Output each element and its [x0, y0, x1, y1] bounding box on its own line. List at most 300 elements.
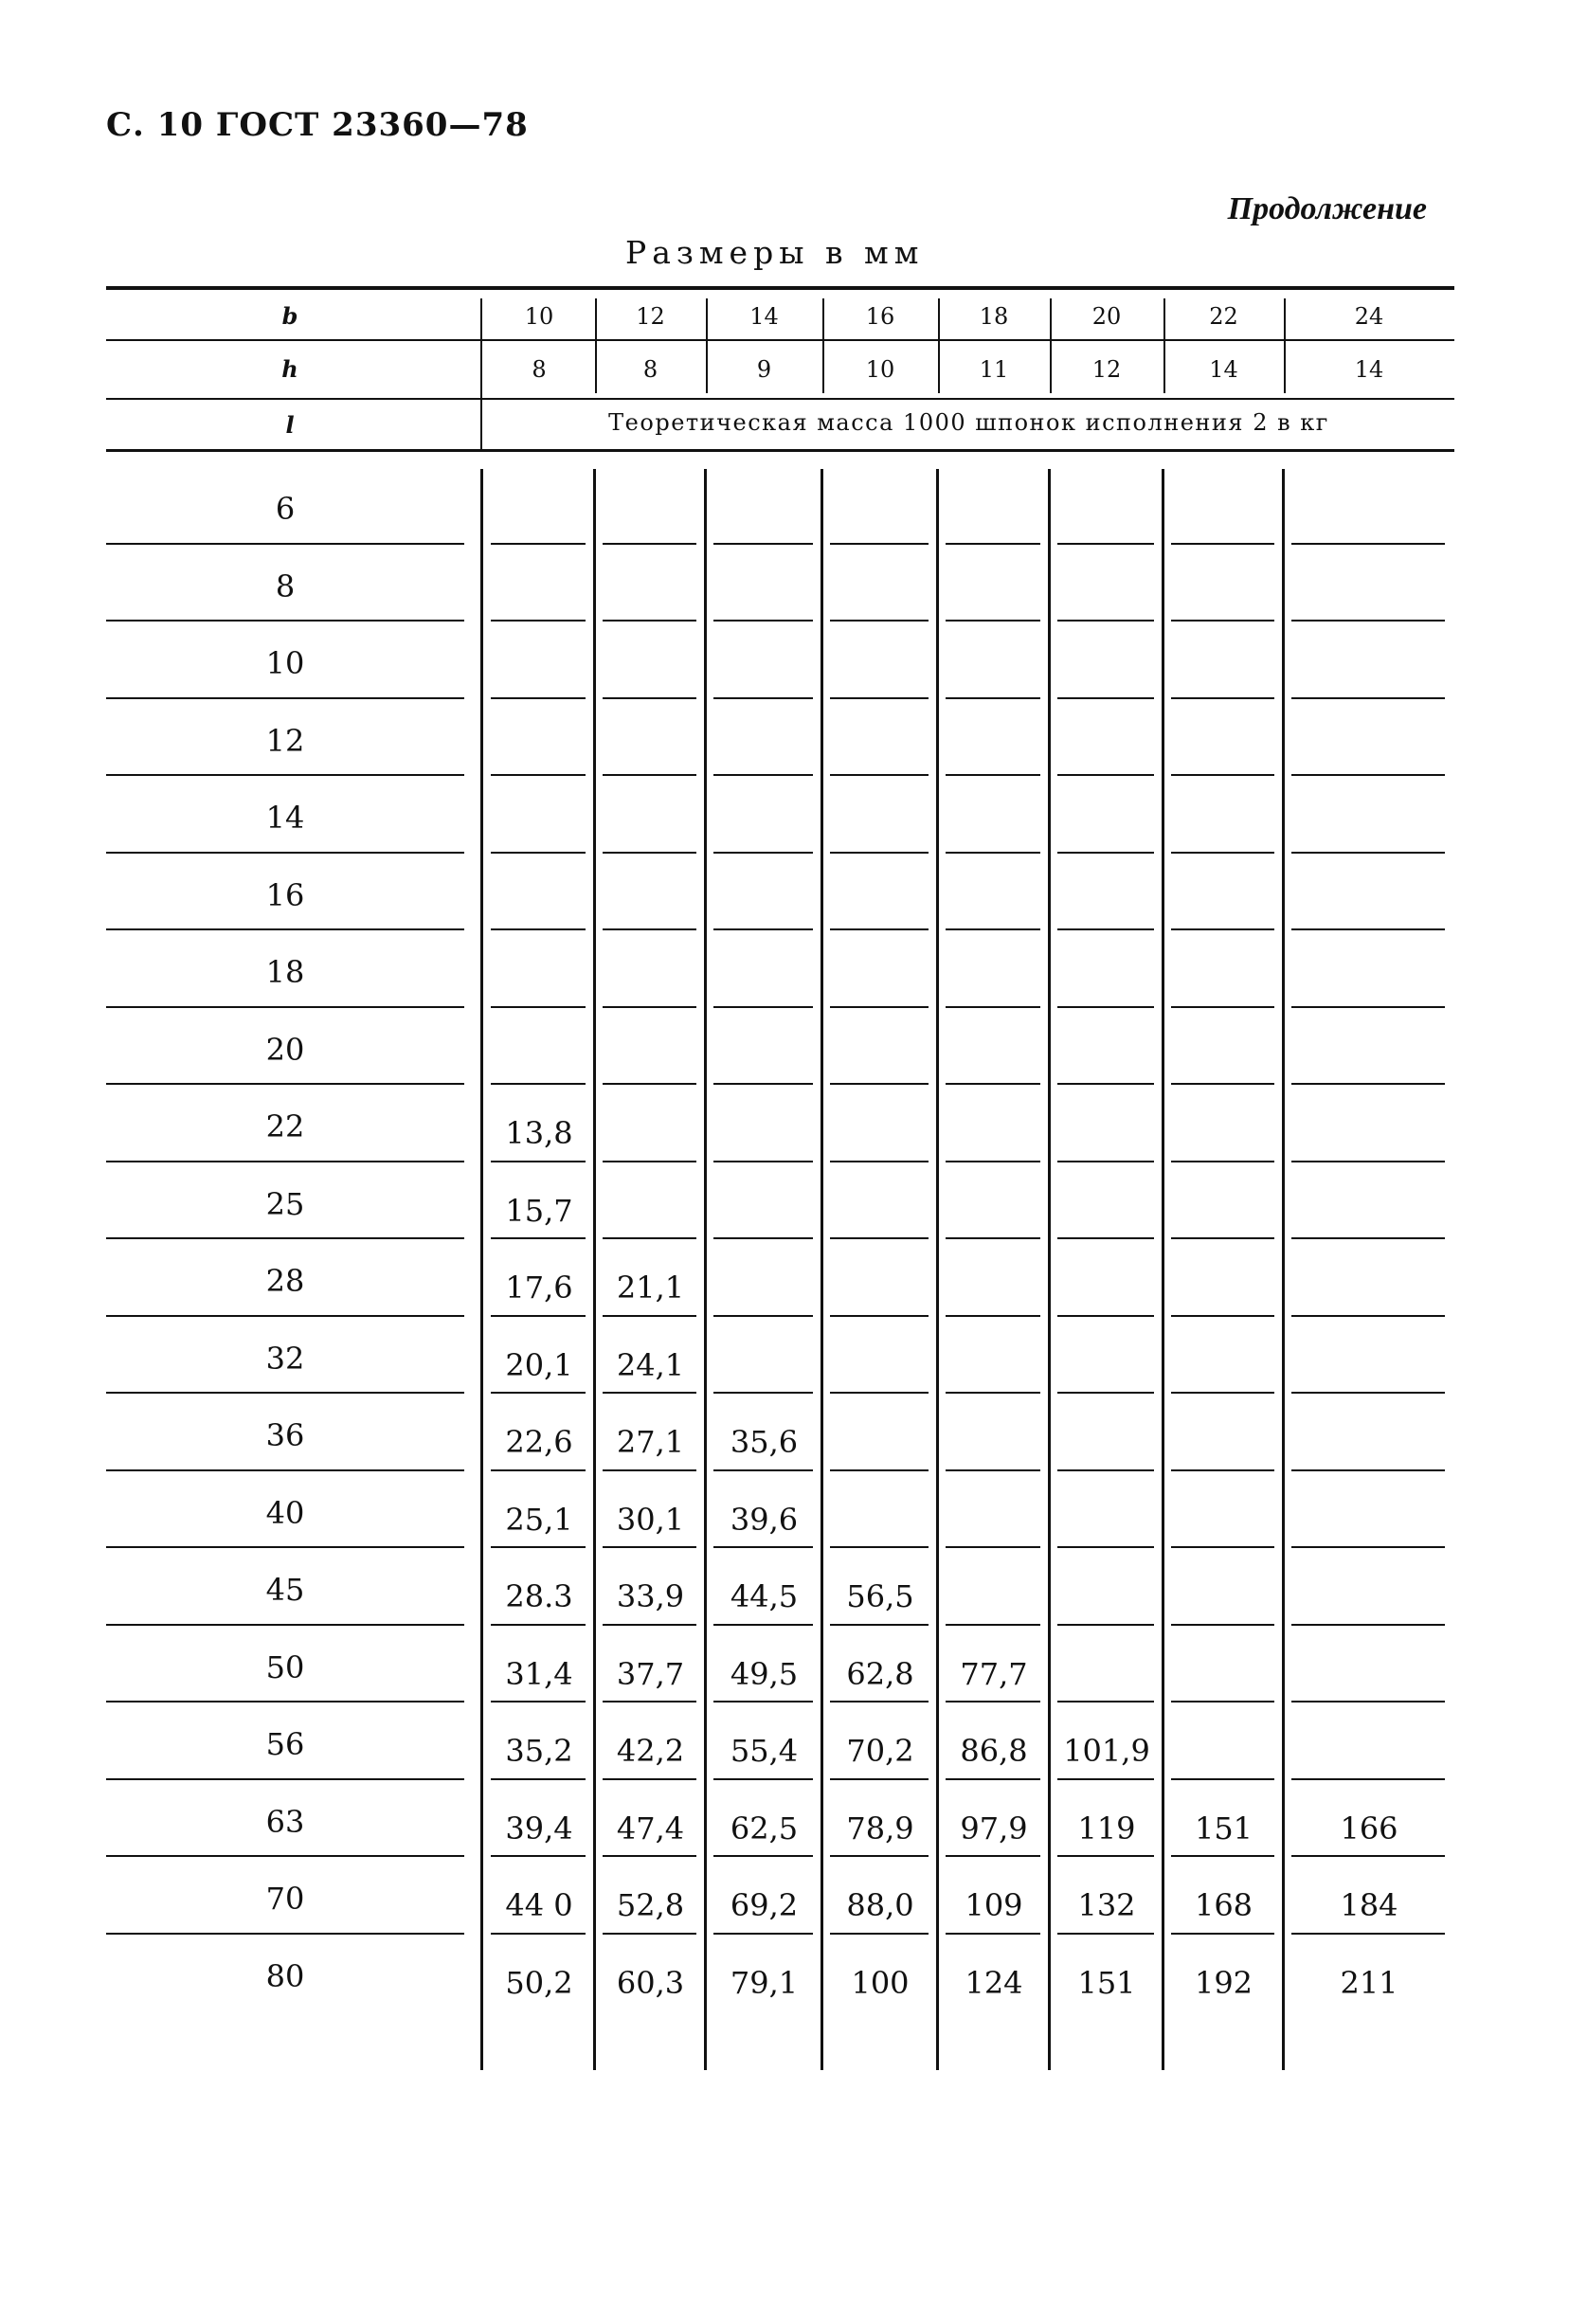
mass-value — [601, 648, 700, 692]
row-rule-value — [1291, 1778, 1445, 1780]
row-rule-value — [713, 1083, 813, 1085]
mass-value — [828, 648, 932, 692]
row-rule-label — [106, 1624, 464, 1626]
mass-value — [601, 571, 700, 615]
mass-value: 62,5 — [730, 1810, 799, 1847]
mass-value: 31,4 — [505, 1655, 573, 1692]
mass-value — [712, 648, 817, 692]
row-rule-value — [946, 1006, 1040, 1008]
row-rule-value — [603, 1546, 696, 1548]
row-length-label: 12 — [265, 722, 305, 759]
row-rule-value — [1291, 1546, 1445, 1548]
row-rule-label — [106, 1546, 464, 1548]
mass-value: 44,5 — [730, 1578, 799, 1614]
row-rule-value — [603, 1161, 696, 1162]
mass-value — [828, 571, 932, 615]
mass-caption: Теоретическая масса 1000 шпонок исполнения 2 в кг — [608, 409, 1329, 436]
mass-value: 35,2 — [505, 1733, 573, 1769]
row-rule-value — [491, 1855, 586, 1857]
row-rule-value — [946, 1778, 1040, 1780]
mass-value — [944, 1498, 1044, 1541]
row-rule-value — [946, 1933, 1040, 1935]
mass-value: 30,1 — [616, 1501, 685, 1538]
units-caption: Размеры в мм — [625, 234, 925, 271]
mass-value — [828, 802, 932, 846]
mass-value — [712, 802, 817, 846]
mass-value: 184 — [1340, 1887, 1398, 1923]
row-rule-value — [603, 1701, 696, 1702]
row-rule-value — [603, 543, 696, 545]
mass-value — [1169, 494, 1278, 537]
row-rule-value — [946, 852, 1040, 854]
row-length-label: 36 — [265, 1417, 305, 1453]
mass-value — [712, 1343, 817, 1387]
mass-value — [944, 571, 1044, 615]
mass-value — [1169, 1189, 1278, 1233]
mass-value: 124 — [965, 1964, 1023, 2001]
header-h-value: 8 — [642, 356, 658, 383]
mass-value: 132 — [1077, 1887, 1136, 1923]
row-rule-value — [1057, 928, 1154, 930]
row-rule-label — [106, 543, 464, 545]
mass-value — [601, 802, 700, 846]
row-rule-value — [491, 620, 586, 622]
body-col-divider — [704, 469, 707, 2070]
row-rule-value — [946, 774, 1040, 776]
mass-value — [1289, 494, 1449, 537]
mass-value: 37,7 — [616, 1655, 685, 1692]
row-rule-value — [491, 1546, 586, 1548]
header-h-value: 12 — [1091, 356, 1122, 383]
mass-value — [828, 494, 932, 537]
row-rule-value — [1291, 1469, 1445, 1471]
mass-value: 168 — [1194, 1887, 1253, 1923]
mass-value — [944, 726, 1044, 769]
row-rule-value — [1291, 1083, 1445, 1085]
row-rule-value — [491, 1083, 586, 1085]
mass-value — [1055, 1420, 1158, 1464]
mass-value — [1055, 726, 1158, 769]
mass-value: 97,9 — [960, 1810, 1028, 1847]
body-col-divider — [593, 469, 596, 2070]
mass-value: 27,1 — [616, 1424, 685, 1460]
row-rule-value — [1171, 852, 1274, 854]
row-rule-value — [830, 1237, 929, 1239]
mass-value — [1169, 802, 1278, 846]
mass-value — [1289, 1652, 1449, 1696]
mass-value: 62,8 — [846, 1655, 914, 1692]
row-length-label: 70 — [265, 1881, 305, 1917]
mass-value: 52,8 — [616, 1887, 685, 1923]
mass-value — [1169, 1498, 1278, 1541]
row-rule-value — [603, 1855, 696, 1857]
row-rule-value — [1291, 1624, 1445, 1626]
mass-value — [1055, 648, 1158, 692]
mass-value — [601, 1111, 700, 1155]
mass-value — [1055, 1035, 1158, 1078]
mass-value — [1289, 957, 1449, 1000]
row-rule-value — [1171, 1237, 1274, 1239]
row-rule-value — [491, 1624, 586, 1626]
row-rule-value — [603, 852, 696, 854]
mass-value — [489, 726, 589, 769]
mass-value — [1055, 957, 1158, 1000]
row-rule-value — [1291, 774, 1445, 776]
header-h-value: 9 — [756, 356, 772, 383]
header-b-value: 12 — [636, 303, 665, 330]
mass-value — [489, 957, 589, 1000]
row-rule-value — [1171, 1006, 1274, 1008]
mass-value: 79,1 — [730, 1964, 799, 2001]
mass-value — [828, 1420, 932, 1464]
mass-value — [828, 957, 932, 1000]
row-rule-value — [830, 1006, 929, 1008]
mass-value — [489, 571, 589, 615]
mass-value — [828, 1035, 932, 1078]
row-rule-value — [946, 697, 1040, 699]
mass-value — [944, 957, 1044, 1000]
mass-value — [1289, 880, 1449, 924]
body-col-divider — [821, 469, 823, 2070]
mass-value — [828, 1189, 932, 1233]
row-rule-value — [1171, 928, 1274, 930]
mass-value: 39,6 — [730, 1501, 799, 1538]
row-rule-value — [603, 1933, 696, 1935]
mass-value — [489, 648, 589, 692]
mass-value — [1289, 648, 1449, 692]
row-rule-value — [1057, 1855, 1154, 1857]
row-rule-value — [830, 1315, 929, 1317]
mass-value: 78,9 — [846, 1810, 914, 1847]
body-col-divider — [1162, 469, 1164, 2070]
mass-value — [712, 1266, 817, 1309]
mass-value — [1169, 571, 1278, 615]
row-rule-value — [491, 1701, 586, 1702]
header-rule-h — [106, 398, 1454, 400]
row-rule-value — [491, 1778, 586, 1780]
row-rule-value — [1291, 620, 1445, 622]
mass-value — [1055, 1652, 1158, 1696]
row-rule-label — [106, 1392, 464, 1394]
row-rule-value — [830, 928, 929, 930]
row-rule-label — [106, 1237, 464, 1239]
row-length-label: 50 — [265, 1648, 305, 1685]
row-length-label: 32 — [265, 1340, 305, 1377]
body-col-divider — [936, 469, 939, 2070]
row-rule-value — [1057, 1083, 1154, 1085]
row-rule-value — [713, 697, 813, 699]
row-rule-value — [946, 543, 1040, 545]
mass-value — [1169, 1111, 1278, 1155]
header-h-value: 10 — [865, 356, 895, 383]
mass-value — [712, 1035, 817, 1078]
continuation-label: Продолжение — [1227, 191, 1427, 226]
mass-value: 44 0 — [505, 1887, 573, 1923]
mass-value — [1289, 1111, 1449, 1155]
row-rule-value — [713, 1469, 813, 1471]
mass-value: 22,6 — [505, 1424, 573, 1460]
mass-value: 109 — [965, 1887, 1023, 1923]
row-length-label: 10 — [265, 645, 305, 681]
row-rule-value — [1171, 1546, 1274, 1548]
row-length-label: 22 — [265, 1108, 305, 1144]
row-rule-value — [491, 928, 586, 930]
row-rule-value — [491, 774, 586, 776]
mass-value — [489, 802, 589, 846]
mass-value — [828, 1111, 932, 1155]
row-rule-value — [1057, 543, 1154, 545]
mass-value: 119 — [1077, 1810, 1136, 1847]
row-rule-value — [603, 1315, 696, 1317]
row-rule-value — [1291, 1315, 1445, 1317]
mass-value: 47,4 — [616, 1810, 685, 1847]
mass-value — [1055, 1498, 1158, 1541]
row-rule-value — [830, 1469, 929, 1471]
row-rule-value — [713, 1778, 813, 1780]
row-length-label: 28 — [265, 1263, 305, 1299]
row-rule-value — [713, 1546, 813, 1548]
row-rule-value — [1171, 774, 1274, 776]
row-rule-label — [106, 1855, 464, 1857]
mass-value — [944, 1343, 1044, 1387]
row-rule-value — [1171, 1161, 1274, 1162]
row-rule-value — [603, 1083, 696, 1085]
mass-value — [1169, 1652, 1278, 1696]
header-h-value: 8 — [532, 356, 547, 383]
mass-value — [828, 880, 932, 924]
mass-value: 15,7 — [505, 1192, 573, 1229]
row-rule-value — [1291, 1237, 1445, 1239]
header-b-value: 14 — [749, 303, 779, 330]
row-rule-value — [1171, 1315, 1274, 1317]
row-rule-value — [830, 774, 929, 776]
row-rule-value — [491, 697, 586, 699]
row-rule-value — [491, 1161, 586, 1162]
header-rule-b — [106, 339, 1454, 341]
row-rule-value — [830, 697, 929, 699]
row-rule-value — [830, 1701, 929, 1702]
mass-value: 151 — [1194, 1810, 1253, 1847]
row-rule-value — [830, 1392, 929, 1394]
mass-value — [944, 1266, 1044, 1309]
row-rule-label — [106, 1083, 464, 1085]
mass-value — [944, 880, 1044, 924]
mass-value — [1169, 648, 1278, 692]
mass-value — [712, 957, 817, 1000]
row-length-label: 80 — [265, 1957, 305, 1994]
row-rule-value — [713, 1237, 813, 1239]
header-b-value: 10 — [524, 303, 554, 330]
mass-value — [489, 1035, 589, 1078]
mass-value — [712, 1189, 817, 1233]
row-rule-value — [1057, 1006, 1154, 1008]
mass-value — [1169, 1266, 1278, 1309]
row-rule-value — [713, 543, 813, 545]
mass-value — [1169, 1035, 1278, 1078]
header-b-value: 20 — [1091, 303, 1122, 330]
row-rule-value — [946, 1469, 1040, 1471]
row-rule-value — [946, 1624, 1040, 1626]
row-rule-label — [106, 620, 464, 622]
mass-value — [489, 880, 589, 924]
mass-value — [601, 726, 700, 769]
row-rule-value — [1291, 1392, 1445, 1394]
row-rule-value — [491, 1006, 586, 1008]
mass-value — [601, 1189, 700, 1233]
row-rule-value — [1171, 620, 1274, 622]
row-rule-value — [491, 543, 586, 545]
mass-value: 101,9 — [1063, 1733, 1150, 1769]
mass-value: 70,2 — [846, 1733, 914, 1769]
row-rule-value — [946, 620, 1040, 622]
row-rule-value — [603, 1624, 696, 1626]
row-length-label: 6 — [275, 491, 296, 527]
row-rule-value — [1057, 1315, 1154, 1317]
mass-value: 151 — [1077, 1964, 1136, 2001]
mass-value — [1169, 880, 1278, 924]
row-rule-value — [713, 1624, 813, 1626]
mass-value — [1289, 1343, 1449, 1387]
mass-value — [944, 1111, 1044, 1155]
row-rule-value — [713, 1315, 813, 1317]
row-rule-label — [106, 852, 464, 854]
mass-value: 17,6 — [505, 1270, 573, 1306]
row-rule-value — [1057, 1778, 1154, 1780]
header-label-b: b — [281, 302, 298, 330]
mass-value — [944, 494, 1044, 537]
mass-value: 86,8 — [960, 1733, 1028, 1769]
mass-value — [712, 571, 817, 615]
row-rule-value — [1057, 852, 1154, 854]
row-rule-value — [1057, 1701, 1154, 1702]
row-rule-value — [1291, 852, 1445, 854]
row-length-label: 45 — [265, 1572, 305, 1608]
row-rule-value — [713, 1933, 813, 1935]
row-rule-value — [1291, 1161, 1445, 1162]
row-rule-value — [491, 1237, 586, 1239]
mass-value — [944, 1035, 1044, 1078]
mass-value — [828, 1343, 932, 1387]
row-rule-value — [1171, 1083, 1274, 1085]
row-rule-value — [830, 1083, 929, 1085]
row-rule-label — [106, 1701, 464, 1702]
row-rule-label — [106, 1315, 464, 1317]
row-length-label: 63 — [265, 1803, 305, 1840]
mass-value: 100 — [851, 1964, 910, 2001]
row-rule-value — [946, 1546, 1040, 1548]
header-b-value: 18 — [979, 303, 1009, 330]
header-h-value: 11 — [979, 356, 1009, 383]
row-rule-value — [1291, 1855, 1445, 1857]
row-rule-value — [713, 1855, 813, 1857]
row-rule-value — [1171, 1701, 1274, 1702]
mass-value: 13,8 — [505, 1115, 573, 1151]
row-rule-value — [603, 620, 696, 622]
mass-value: 77,7 — [960, 1655, 1028, 1692]
header-h-value: 14 — [1354, 356, 1384, 383]
row-rule-value — [491, 1392, 586, 1394]
mass-value: 166 — [1340, 1810, 1398, 1847]
header-label-divider — [480, 298, 482, 450]
row-rule-value — [1291, 697, 1445, 699]
mass-value: 35,6 — [730, 1424, 799, 1460]
row-rule-value — [1057, 697, 1154, 699]
mass-value — [1289, 1420, 1449, 1464]
row-rule-value — [491, 852, 586, 854]
mass-value — [828, 726, 932, 769]
mass-value: 28.3 — [505, 1578, 573, 1614]
mass-value: 20,1 — [505, 1346, 573, 1383]
mass-value: 21,1 — [616, 1270, 685, 1306]
row-rule-value — [1057, 1469, 1154, 1471]
row-rule-value — [946, 928, 1040, 930]
row-rule-value — [946, 1161, 1040, 1162]
row-rule-value — [1171, 1778, 1274, 1780]
row-rule-value — [713, 774, 813, 776]
mass-value — [944, 1189, 1044, 1233]
row-rule-value — [603, 1469, 696, 1471]
row-rule-value — [830, 1778, 929, 1780]
mass-value — [1169, 1343, 1278, 1387]
mass-value: 49,5 — [730, 1655, 799, 1692]
mass-value — [944, 802, 1044, 846]
row-rule-label — [106, 1778, 464, 1780]
row-rule-value — [946, 1392, 1040, 1394]
row-rule-value — [603, 697, 696, 699]
row-rule-value — [713, 1392, 813, 1394]
row-rule-value — [1057, 620, 1154, 622]
mass-value — [1289, 1189, 1449, 1233]
mass-value: 88,0 — [846, 1887, 914, 1923]
row-rule-value — [713, 928, 813, 930]
row-rule-value — [830, 1933, 929, 1935]
mass-value — [1169, 726, 1278, 769]
row-rule-value — [603, 774, 696, 776]
mass-value — [1055, 494, 1158, 537]
row-rule-value — [603, 1392, 696, 1394]
mass-value — [944, 1420, 1044, 1464]
mass-value — [712, 880, 817, 924]
header-label-h: h — [281, 355, 298, 383]
mass-value — [1169, 1575, 1278, 1618]
row-rule-value — [491, 1469, 586, 1471]
row-rule-value — [946, 1701, 1040, 1702]
mass-value — [1055, 802, 1158, 846]
row-rule-value — [830, 1624, 929, 1626]
row-length-label: 18 — [265, 954, 305, 990]
mass-value — [712, 494, 817, 537]
row-rule-value — [603, 1006, 696, 1008]
row-length-label: 40 — [265, 1494, 305, 1531]
row-rule-value — [1291, 928, 1445, 930]
row-rule-value — [946, 1315, 1040, 1317]
mass-value — [1055, 571, 1158, 615]
row-rule-value — [830, 1546, 929, 1548]
mass-value: 24,1 — [616, 1346, 685, 1383]
row-rule-label — [106, 1933, 464, 1935]
row-rule-label — [106, 1161, 464, 1162]
row-length-label: 25 — [265, 1185, 305, 1222]
mass-value — [1055, 1266, 1158, 1309]
mass-value: 55,4 — [730, 1733, 799, 1769]
row-rule-value — [1057, 1546, 1154, 1548]
row-rule-value — [603, 1778, 696, 1780]
mass-value — [1289, 802, 1449, 846]
row-length-label: 56 — [265, 1726, 305, 1762]
header-top-rule — [106, 286, 1454, 290]
mass-value — [1289, 1266, 1449, 1309]
row-rule-value — [830, 620, 929, 622]
